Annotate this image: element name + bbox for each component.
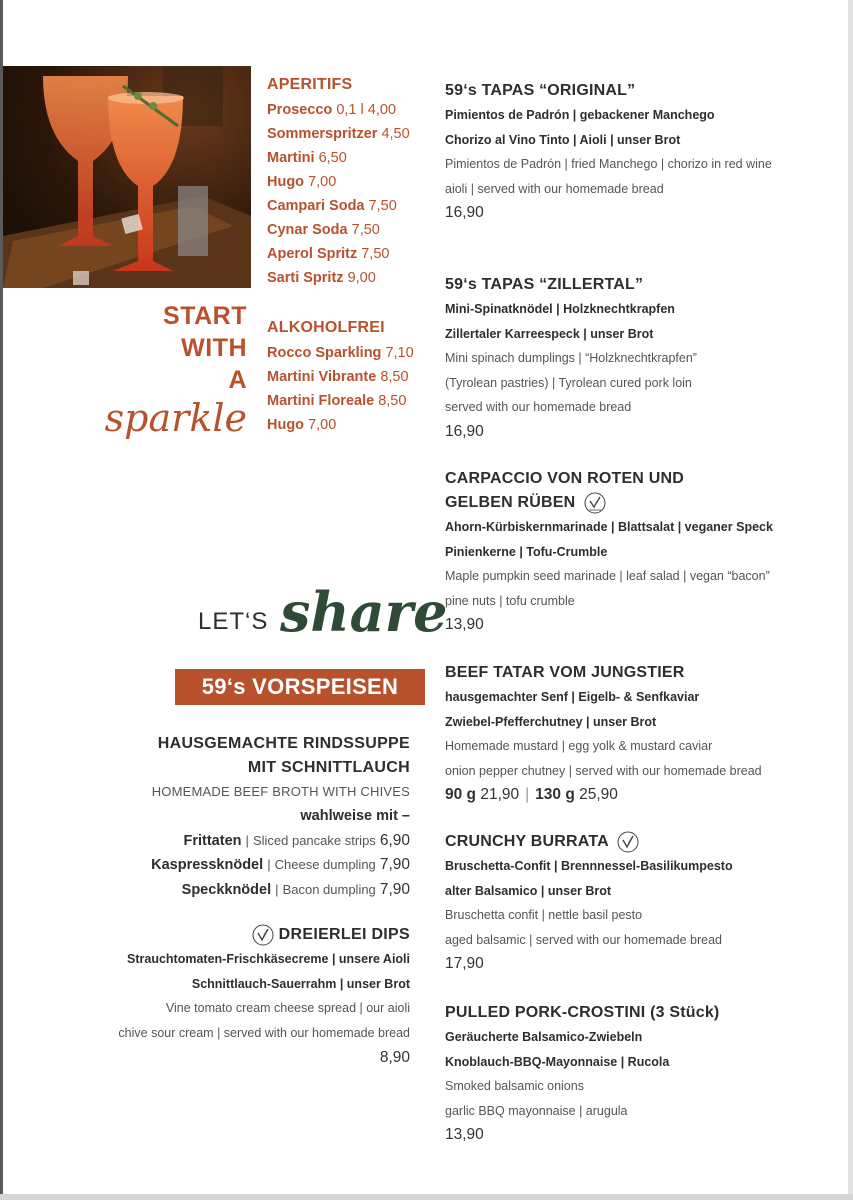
item-price: 90 g 21,90 | 130 g 25,90 [445, 786, 618, 803]
item-price: 13,90 [445, 616, 484, 633]
soup-title-line2: MIT SCHNITTLAUCH [247, 759, 410, 776]
aperitif-item: Sarti Spritz 9,00 [267, 270, 376, 286]
soup-option: Frittaten | Sliced pancake strips 6,90 [183, 831, 410, 849]
item-en: Homemade mustard | egg yolk & mustard caviar [445, 739, 713, 753]
item-price: 17,90 [445, 955, 484, 972]
item-price: 16,90 [445, 204, 484, 221]
aperitifs-heading: APERITIFS [267, 76, 353, 93]
item-de: Chorizo al Vino Tinto | Aioli | unser Brot [445, 132, 681, 147]
alkoholfrei-section [267, 316, 414, 437]
start-with-a-sparkle-title [105, 300, 247, 438]
soup-option: Kaspressknödel | Cheese dumpling 7,90 [151, 856, 410, 873]
item-de: hausgemachter Senf | Eigelb- & Senfkaviar [445, 690, 700, 704]
vorspeisen-banner: 59‘s VORSPEISEN [175, 669, 425, 705]
aperitif-item: Prosecco 0,1 l 4,00 [267, 102, 396, 118]
item-en: aioli | served with our homemade bread [445, 181, 664, 196]
sparkle-line-a: A [228, 366, 247, 394]
dips-en-line: chive sour cream | served with our homemade bread [118, 1025, 410, 1040]
item-de: Knoblauch-BBQ-Mayonnaise | Rucola [445, 1054, 670, 1069]
sparkle-script: sparkle [104, 396, 247, 440]
item-en: Maple pumpkin seed marinade | leaf salad | vegan “bacon” [445, 569, 770, 583]
item-de: Zwiebel-Pfefferchutney | unser Brot [445, 714, 657, 729]
item-en: Smoked balsamic onions [445, 1079, 584, 1093]
pulled-pork-crostini [445, 1001, 835, 1147]
alkoholfrei-item: Martini Floreale 8,50 [267, 393, 407, 409]
aperitif-item: Hugo 7,00 [267, 174, 337, 190]
item-de: Ahorn-Kürbiskernmarinade | Blattsalat | veganer Speck [445, 520, 773, 534]
carpaccio [445, 467, 835, 637]
item-title: PULLED PORK-CROSTINI (3 Stück) [445, 1004, 720, 1021]
item-en: garlic BBQ mayonnaise | arugula [445, 1103, 628, 1118]
cocktail-photo [3, 66, 251, 288]
alkoholfrei-item: Hugo 7,00 [267, 417, 337, 433]
item-de: Mini-Spinatknödel | Holzknechtkrapfen [445, 302, 675, 316]
burrata [445, 830, 835, 976]
item-en: served with our homemade bread [445, 400, 632, 414]
item-en: aged balsamic | served with our homemade bread [445, 932, 723, 947]
item-title: 59‘s TAPAS “ORIGINAL” [445, 82, 636, 99]
soup-section [151, 732, 410, 902]
item-title: CARPACCIO VON ROTEN UND [445, 470, 684, 487]
dips-de-line: Strauchtomaten-Frischkäsecreme | unsere Aioli [127, 952, 410, 966]
dips-de-line: Schnittlauch-Sauerrahm | unser Brot [191, 976, 410, 991]
sparkle-line-with: WITH [181, 334, 247, 362]
aperitif-item: Campari Soda 7,50 [267, 198, 397, 214]
dips-en-line: Vine tomato cream cheese spread | our aioli [165, 1001, 410, 1015]
alkoholfrei-item: Rocco Sparkling 7,10 [267, 345, 414, 361]
alkoholfrei-heading: ALKOHOLFREI [267, 319, 385, 336]
vegan-icon [252, 924, 274, 946]
item-en: onion pepper chutney | served with our homemade bread [445, 763, 762, 778]
soup-option: Speckknödel | Bacon dumpling 7,90 [181, 880, 410, 898]
vegetarian-icon [617, 831, 639, 853]
item-title: CRUNCHY BURRATA [445, 830, 835, 854]
item-en: (Tyrolean pastries) | Tyrolean cured pork loin [445, 375, 692, 390]
item-en: Bruschetta confit | nettle basil pesto [445, 908, 643, 922]
soup-english: HOMEMADE BEEF BROTH WITH CHIVES [151, 784, 410, 799]
item-de: Zillertaler Karreespeck | unser Brot [445, 326, 654, 341]
item-de: Bruschetta-Confit | Brennnessel-Basilikumpesto [445, 859, 733, 873]
vegan-icon [584, 492, 606, 514]
dips-price: 8,90 [379, 1049, 410, 1066]
beef-tatar [445, 661, 835, 807]
item-title: BEEF TATAR VOM JUNGSTIER [445, 664, 685, 681]
svg-text:VEGAN: VEGAN [589, 507, 601, 512]
sparkle-line-start: START [163, 302, 247, 330]
soup-title-line1: HAUSGEMACHTE RINDSSUPPE [157, 735, 410, 752]
soup-choice: wahlweise mit – [300, 808, 410, 824]
aperitif-item: Aperol Spritz 7,50 [267, 246, 390, 262]
page-border-right [848, 0, 853, 1200]
item-en: Pimientos de Padrón | fried Manchego | chorizo in red wine [445, 157, 772, 171]
item-en: Mini spinach dumplings | “Holzknechtkrapfen” [445, 351, 697, 365]
item-en: pine nuts | tofu crumble [445, 593, 575, 608]
aperitif-item: Cynar Soda 7,50 [267, 222, 380, 238]
tapas-zillertal [445, 273, 835, 444]
item-de: Pinienkerne | Tofu-Crumble [445, 544, 608, 559]
dips-title: DREIERLEI DIPS [118, 923, 410, 947]
item-de: alter Balsamico | unser Brot [445, 883, 612, 898]
item-de: Pimientos de Padrón | gebackener Manchego [445, 108, 715, 122]
item-title: 59‘s TAPAS “ZILLERTAL” [445, 276, 644, 293]
tapas-original [445, 79, 835, 225]
aperitifs-section [267, 73, 410, 290]
lets-label: LET‘S [198, 608, 269, 635]
item-de: Geräucherte Balsamico-Zwiebeln [445, 1030, 643, 1044]
aperitif-item: Martini 6,50 [267, 150, 347, 166]
item-price: 16,90 [445, 422, 484, 440]
share-script: share [280, 580, 448, 644]
page-border-bottom [0, 1194, 853, 1200]
dips-section [118, 923, 410, 1071]
item-title: GELBEN RÜBEN VEGAN [445, 491, 835, 515]
aperitif-item: Sommerspritzer 4,50 [267, 126, 410, 142]
item-price: 13,90 [445, 1126, 484, 1143]
alkoholfrei-item: Martini Vibrante 8,50 [267, 369, 409, 385]
